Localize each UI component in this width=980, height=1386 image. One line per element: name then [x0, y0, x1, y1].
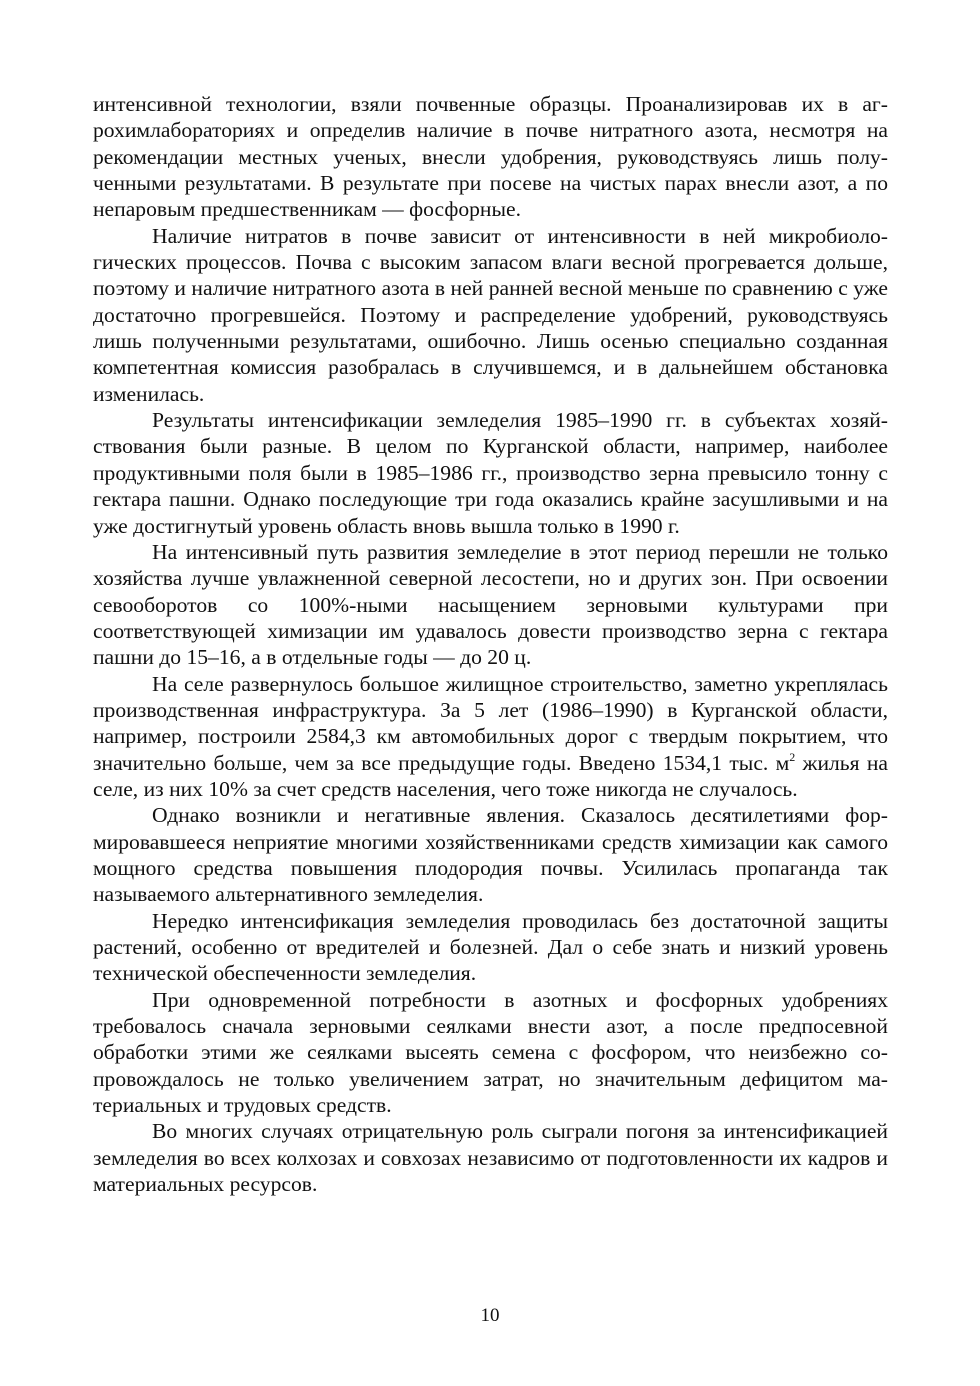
page-body [93, 91, 888, 1197]
paragraph-intensive-path: На интенсивный путь развития земледелие в этот период перешли не только хозяйства лучше увлажненной северной лесостепи, но и других зон. При освоении севооборотов со 100%-ными насыщением зерновыми культурами при соответствующей химизации им удавалось довести производство зерна с гектара пашни до 15–16, а в отдельные годы — до 20 ц. [93, 539, 888, 670]
paragraph-continuation: интенсивной технологии, взяли почвенные образцы. Проанализировав их в агрохимлабораториях и определив наличие в почве нитратного азота, несмотря на рекомендации местных ученых, внесли удобрения, руководствуясь лишь полученными результатами. В результате при посеве на чистых парах внесли азот, а по непаровым предшественникам — фосфорные. [93, 92, 888, 222]
paragraph-intensification-results: Результаты интенсификации земледелия 1985–1990 гг. в субъектах хозяйствования были разные. В целом по Курганской области, например, наиболее продуктивными поля были в 1985–1986 гг., производство зерна превысило тонну с гектара пашни. Однако последующие три года оказались крайне засушливыми и на уже достигнутый уровень область вновь вышла только в 1990 г. [93, 408, 888, 538]
square-superscript: 2 [789, 749, 796, 764]
paragraph-negative-role: Во многих случаях отрицательную роль сыграли погоня за интенсификацией земледелия во всех колхозах и совхозах независимо от подготовленности их кадров и материальных ресурсов. [93, 1119, 888, 1197]
paragraph-fertilizer-application: При одновременной потребности в азотных и фосфорных удобрениях требовалось сначала зерновыми сеялками внести азот, а после предпосевной обработки этими же сеялками высеять семена с фосфором, что неизбежно сопровождалось не только увеличением затрат, но значительным дефицитом материальных и трудовых средств. [93, 987, 888, 1118]
paragraph-housing-construction [93, 671, 888, 803]
housing-text-before: На селе развернулось большое жилищное строительство, заметно укреплялась производственная инфраструктура. За 5 лет (1986–1990) в Курганской области, например, построили 2584,3 км автомобильных дорог с твердым покрытием, что значительно больше, чем за все предыдущие годы. Введено 1534,1 тыс. м [93, 671, 888, 775]
paragraph-nitrates: Наличие нитратов в почве зависит от интенсивности в ней микробиологических процессов. Почва с высоким запасом влаги весной прогревается дольше, поэтому и наличие нитратного азота в ней ранней весной меньше по сравнению с уже достаточно прогревшейся. Поэтому и распределение удобрений, руководствуясь лишь полученными результатами, ошибочно. Лишь осенью специально созданная компетентная комиссия разобралась в случившемся, и в дальнейшем обстановка изменилась. [93, 223, 888, 406]
paragraph-negative-phenomena: Однако возникли и негативные явления. Сказалось десятилетиями формировавшееся неприятие многими хозяйственниками средств химизации как самого мощного средства повышения плодородия почвы. Усилилась пропаганда так называемого альтернативного земледелия. [93, 803, 888, 907]
paragraph-plant-protection: Нередко интенсификация земледелия проводилась без достаточной защиты растений, особенно от вредителей и болезней. Дал о себе знать и низкий уровень технической обеспеченности земледелия. [93, 908, 888, 986]
housing-text-after: жилья на селе, из них 10% за счет средств населения, чего тоже никогда не случалось. [93, 750, 888, 801]
page-number: 10 [480, 1305, 500, 1326]
